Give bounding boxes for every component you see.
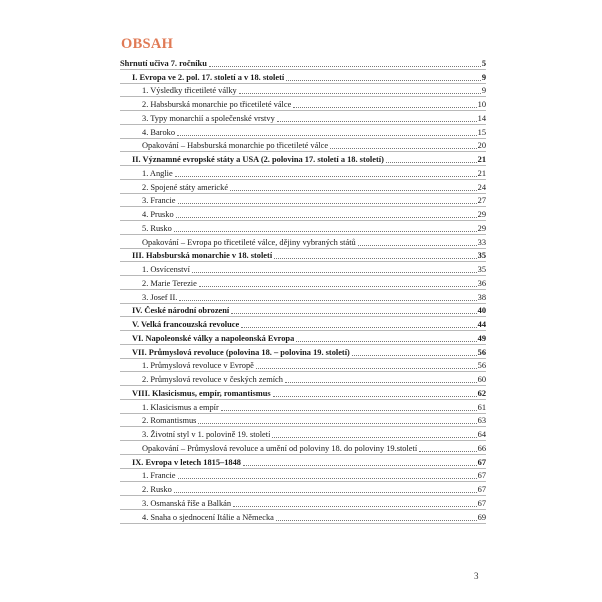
toc-leader-dots bbox=[358, 245, 477, 246]
toc-leader-dots bbox=[178, 203, 477, 204]
toc-entry-label: Shrnutí učiva 7. ročníku bbox=[120, 58, 207, 68]
toc-entry-label: 2. Průmyslová revoluce v českých zemích bbox=[142, 375, 283, 384]
toc-leader-dots bbox=[296, 341, 476, 342]
toc-entry-page: 21 bbox=[477, 155, 486, 164]
toc-subsection-entry[interactable] bbox=[120, 180, 486, 194]
toc-summary-entry[interactable] bbox=[120, 56, 486, 70]
toc-entry-label: VI. Napoleonské války a napoleonská Evropa bbox=[132, 333, 295, 343]
toc-entry-label: V. Velká francouzská revoluce bbox=[132, 320, 240, 329]
toc-subsection-entry[interactable] bbox=[120, 125, 486, 139]
toc-leader-dots bbox=[230, 190, 477, 191]
toc-leader-dots bbox=[209, 66, 481, 67]
toc-leader-dots bbox=[198, 423, 476, 424]
toc-entry-label: 4. Baroko bbox=[142, 127, 176, 137]
toc-leader-dots bbox=[330, 148, 477, 149]
toc-entry-page: 67 bbox=[477, 457, 486, 467]
toc-subsection-entry[interactable] bbox=[120, 290, 486, 304]
toc-entry-label: Opakování – Evropa po třicetileté válce, dějiny vybraných států bbox=[142, 237, 356, 247]
toc-entry-label: VII. Průmyslová revoluce (polovina 18. – polovina 19. století) bbox=[132, 347, 350, 357]
toc-chapter-entry[interactable] bbox=[120, 386, 486, 400]
toc-leader-dots bbox=[386, 162, 477, 163]
toc-entry-page: 35 bbox=[477, 251, 486, 261]
toc-leader-dots bbox=[176, 217, 477, 218]
toc-entry-page: 44 bbox=[477, 320, 486, 329]
toc-entry-page: 24 bbox=[477, 182, 486, 192]
toc-leader-dots bbox=[277, 121, 477, 122]
toc-entry-label: 3. Typy monarchií a společenské vrstvy bbox=[142, 113, 275, 123]
toc-entry-label: IX. Evropa v letech 1815–1848 bbox=[132, 457, 241, 467]
toc-entry-label: 3. Životní styl v 1. polovině 19. století bbox=[142, 430, 271, 439]
toc-leader-dots bbox=[274, 258, 476, 259]
toc-entry-page: 21 bbox=[477, 168, 486, 178]
toc-entry-label: Opakování – Habsburská monarchie po třicetileté válce bbox=[142, 141, 329, 151]
toc-subsection-entry[interactable] bbox=[120, 194, 486, 208]
toc-entry-label: 2. Rusko bbox=[142, 485, 172, 494]
toc-entry-page: 69 bbox=[477, 512, 486, 522]
toc-leader-dots bbox=[233, 506, 477, 507]
toc-entry-page: 9 bbox=[481, 86, 486, 96]
toc-leader-dots bbox=[174, 231, 477, 232]
toc-subsection-entry[interactable] bbox=[120, 97, 486, 111]
toc-subsection-entry[interactable] bbox=[120, 496, 486, 510]
toc-entry-label: 1. Výsledky třicetileté války bbox=[142, 86, 237, 96]
toc-entry-label: 3. Josef II. bbox=[142, 292, 178, 302]
toc-entry-page: 29 bbox=[477, 223, 486, 233]
toc-leader-dots bbox=[199, 286, 477, 287]
toc-leader-dots bbox=[243, 465, 477, 466]
toc-entry-label: 3. Francie bbox=[142, 196, 176, 206]
toc-entry-label: II. Významné evropské státy a USA (2. polovina 17. století a 18. století) bbox=[132, 155, 384, 164]
toc-entry-page: 62 bbox=[477, 388, 486, 398]
toc-entry-label: IV. České národní obrození bbox=[132, 306, 230, 316]
toc-subsection-entry[interactable] bbox=[120, 207, 486, 221]
toc-entry-label: 3. Osmanská říše a Balkán bbox=[142, 498, 232, 508]
toc-entry-label: 2. Habsburská monarchie po třicetileté válce bbox=[142, 100, 292, 109]
toc-subsection-entry[interactable] bbox=[120, 262, 486, 276]
toc-entry-label: VIII. Klasicismus, empír, romantismus bbox=[132, 388, 271, 398]
toc-entry-page: 15 bbox=[477, 127, 486, 137]
toc-chapter-entry[interactable] bbox=[120, 70, 486, 84]
toc-leader-dots bbox=[293, 107, 476, 108]
toc-leader-dots bbox=[256, 368, 477, 369]
toc-leader-dots bbox=[175, 176, 477, 177]
toc-entry-page: 38 bbox=[477, 292, 486, 302]
toc-subsection-entry[interactable] bbox=[120, 276, 486, 290]
toc-review-entry[interactable] bbox=[120, 235, 486, 249]
toc-leader-dots bbox=[272, 437, 476, 438]
toc-entry-label: III. Habsburská monarchie v 18. století bbox=[132, 251, 273, 261]
toc-subsection-entry[interactable] bbox=[120, 414, 486, 428]
toc-entry-page: 63 bbox=[477, 416, 486, 426]
toc-subsection-entry[interactable] bbox=[120, 482, 486, 496]
toc-chapter-entry[interactable] bbox=[120, 249, 486, 263]
toc-entry-label: 4. Snaha o sjednocení Itálie a Německa bbox=[142, 512, 274, 522]
toc-leader-dots bbox=[174, 492, 477, 493]
toc-entry-page: 67 bbox=[477, 485, 486, 494]
toc-entry-label: 1. Klasicismus a empír bbox=[142, 402, 219, 412]
toc-entry-page: 40 bbox=[477, 306, 486, 316]
toc-title: OBSAH bbox=[121, 36, 174, 52]
toc-chapter-entry[interactable] bbox=[120, 455, 486, 469]
toc-entry-page: 66 bbox=[477, 443, 486, 453]
toc-entry-page: 36 bbox=[477, 278, 486, 288]
toc-entry-page: 56 bbox=[477, 347, 486, 357]
toc-subsection-entry[interactable] bbox=[120, 84, 486, 98]
toc-entry-page: 20 bbox=[477, 141, 486, 151]
toc-entry-page: 67 bbox=[477, 471, 486, 481]
toc-review-entry[interactable] bbox=[120, 139, 486, 153]
toc-leader-dots bbox=[192, 272, 477, 273]
page-number: 3 bbox=[474, 571, 479, 581]
toc-subsection-entry[interactable] bbox=[120, 510, 486, 524]
toc-chapter-entry[interactable] bbox=[120, 304, 486, 318]
toc-entry-label: Opakování – Průmyslová revoluce a umění od poloviny 18. do poloviny 19.století bbox=[142, 443, 418, 453]
toc-entry-page: 5 bbox=[481, 58, 486, 68]
toc-chapter-entry[interactable] bbox=[120, 317, 486, 331]
toc-entry-page: 27 bbox=[477, 196, 486, 206]
toc-leader-dots bbox=[239, 93, 481, 94]
toc-leader-dots bbox=[419, 451, 476, 452]
toc-entry-page: 56 bbox=[477, 361, 486, 371]
toc-entry-label: 5. Rusko bbox=[142, 223, 172, 233]
toc-subsection-entry[interactable] bbox=[120, 427, 486, 441]
toc-leader-dots bbox=[177, 135, 477, 136]
toc-subsection-entry[interactable] bbox=[120, 166, 486, 180]
toc-subsection-entry[interactable] bbox=[120, 359, 486, 373]
toc-entry-page: 67 bbox=[477, 498, 486, 508]
toc-chapter-entry[interactable] bbox=[120, 345, 486, 359]
toc-subsection-entry[interactable] bbox=[120, 221, 486, 235]
toc-entry-label: I. Evropa ve 2. pol. 17. století a v 18. století bbox=[132, 72, 285, 82]
toc-entry-page: 14 bbox=[477, 113, 486, 123]
toc-subsection-entry[interactable] bbox=[120, 372, 486, 386]
toc-entry-page: 64 bbox=[477, 430, 486, 439]
toc-leader-dots bbox=[276, 520, 477, 521]
toc-entry-page: 60 bbox=[477, 375, 486, 384]
toc-leader-dots bbox=[221, 410, 477, 411]
toc-entry-page: 10 bbox=[477, 100, 486, 109]
toc-subsection-entry[interactable] bbox=[120, 469, 486, 483]
toc-leader-dots bbox=[273, 396, 477, 397]
toc-subsection-entry[interactable] bbox=[120, 400, 486, 414]
toc-entry-page: 49 bbox=[477, 333, 486, 343]
toc-entry-label: 2. Spojené státy americké bbox=[142, 182, 229, 192]
toc-entry-label: 1. Francie bbox=[142, 471, 176, 481]
toc-entry-page: 35 bbox=[477, 265, 486, 274]
toc-leader-dots bbox=[241, 327, 476, 328]
toc-entry-page: 33 bbox=[477, 237, 486, 247]
toc-leader-dots bbox=[179, 300, 476, 301]
toc-entry-label: 1. Osvícenství bbox=[142, 265, 190, 274]
toc-entry-page: 29 bbox=[477, 210, 486, 219]
toc-entry-label: 1. Anglie bbox=[142, 168, 173, 178]
toc-leader-dots bbox=[285, 382, 477, 383]
toc-entry-page: 9 bbox=[481, 72, 486, 82]
toc-leader-dots bbox=[231, 313, 476, 314]
toc-leader-dots bbox=[352, 355, 477, 356]
toc-leader-dots bbox=[178, 478, 477, 479]
toc-leader-dots bbox=[286, 80, 481, 81]
toc-entry-label: 1. Průmyslová revoluce v Evropě bbox=[142, 361, 254, 371]
toc-chapter-entry[interactable] bbox=[120, 331, 486, 345]
toc-entry-label: 2. Romantismus bbox=[142, 416, 197, 426]
table-of-contents bbox=[120, 56, 486, 524]
toc-review-entry[interactable] bbox=[120, 441, 486, 455]
toc-entry-label: 4. Prusko bbox=[142, 210, 174, 219]
toc-chapter-entry[interactable] bbox=[120, 152, 486, 166]
toc-subsection-entry[interactable] bbox=[120, 111, 486, 125]
toc-entry-page: 61 bbox=[477, 402, 486, 412]
toc-entry-label: 2. Marie Terezie bbox=[142, 278, 197, 288]
